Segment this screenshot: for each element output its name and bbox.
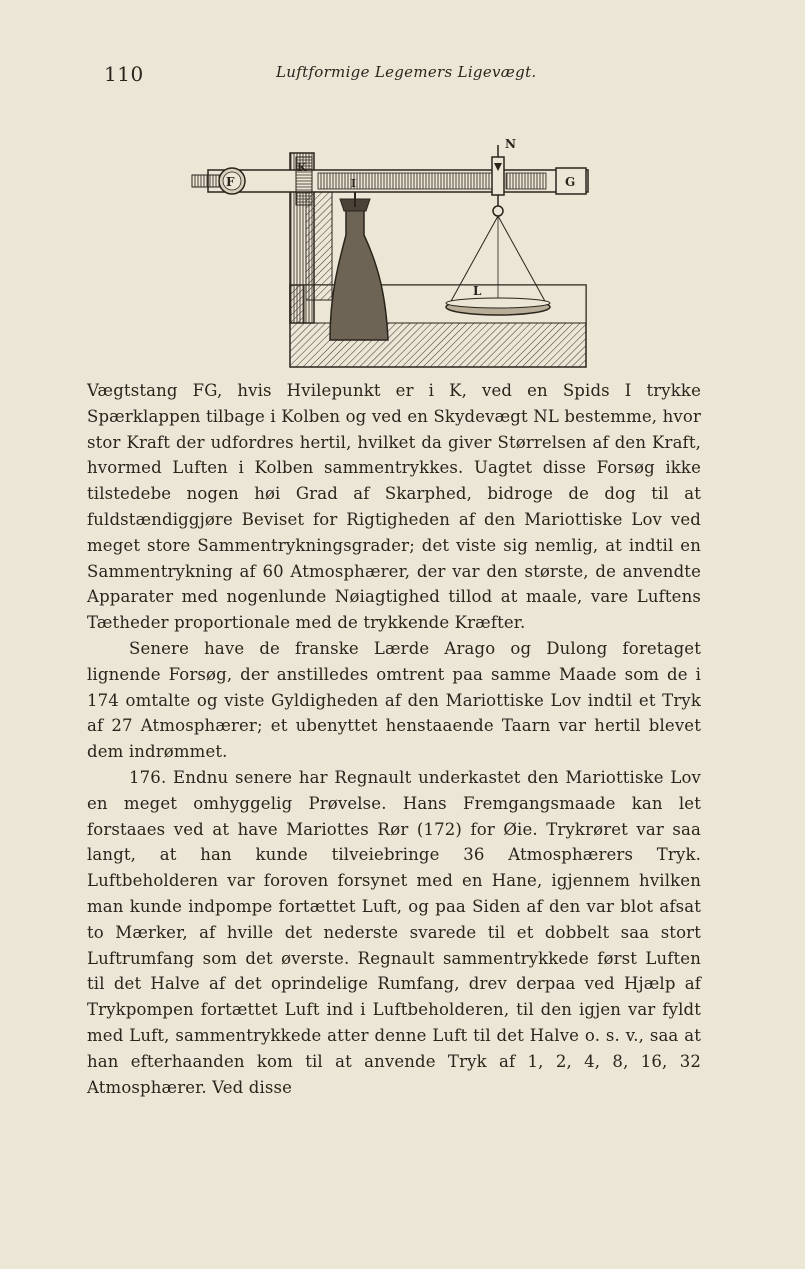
figure-label-l: L: [473, 284, 482, 298]
body-text: [87, 378, 701, 1100]
paragraph-1: Vægtstang FG, hvis Hvilepunkt er i K, ved en Spids I trykke Spærklappen tilbage i Kolben og ved en Skydevægt NL bestemme, hvor stor Kraft der udfordres hertil, hvilket da giver Størrelsen af den Kraft, hvormed Luften i Kolben sammentrykkes. Uagtet disse Forsøg ikke tilstedebe nogen høi Grad af Skarphed, bidroge de dog til at fuldstændiggjøre Beviset for Rigtigheden af den Mariottiske Lov ved meget store Sammentrykningsgrader; det viste sig nemlig, at indtil en Sammentrykning af 60 Atmosphærer, der var den største, de anvendte Apparater med nogenlunde Nøiagtighed tillod at maale, vare Luftens Tætheder proportionale med de trykkende Kræfter.: [87, 381, 701, 633]
apparatus-illustration: [188, 135, 598, 370]
figure-label-g: G: [565, 175, 576, 189]
apparatus-figure: [188, 135, 598, 370]
page-number: 110: [104, 62, 144, 86]
paragraph-3-section-176: 176. Endnu senere har Regnault underkastet den Mariottiske Lov en meget omhyggelig Prøvelse. Hans Fremgangsmaade kan let forstaaes ved at have Mariottes Rør (172) for Øie. Trykrøret var saa langt, at han kunde tilveiebringe 36 Atmosphærers Tryk. Luftbeholderen var foroven forsynet med en Hane, igjennem hvilken man kunde indpompe fortættet Luft, og paa Siden af den var blot afsat to Mærker, af hville det nederste svarede til et dobbelt saa stort Luftrumfang som det øverste. Regnault sammentrykkede først Luften til det Halve af det oprindelige Rumfang, drev derpaa ved Hjælp af Trykpompen fortættet Luft ind i Luftbeholderen, til den igjen var fyldt med Luft, sammentrykkede atter denne Luft til det Halve o. s. v., saa at han efterhaanden kom til at anvende Tryk af 1, 2, 4, 8, 16, 32 Atmosphærer. Ved disse: [87, 767, 701, 1097]
figure-label-i: I: [351, 177, 357, 190]
figure-label-n: N: [505, 137, 516, 151]
figure-label-k: K: [297, 161, 307, 174]
figure-label-f: F: [226, 175, 235, 189]
running-head: Luftformige Legemers Ligevægt.: [276, 63, 537, 81]
paragraph-2: Senere have de franske Lærde Arago og Dulong foretaget lignende Forsøg, der anstilledes omtrent paa samme Maade som de i 174 omtalte og viste Gyldigheden af den Mariottiske Lov indtil et Tryk af 27 Atmosphærer; et ubenyttet henstaaende Taarn var hertil blevet dem indrømmet.: [87, 638, 701, 762]
